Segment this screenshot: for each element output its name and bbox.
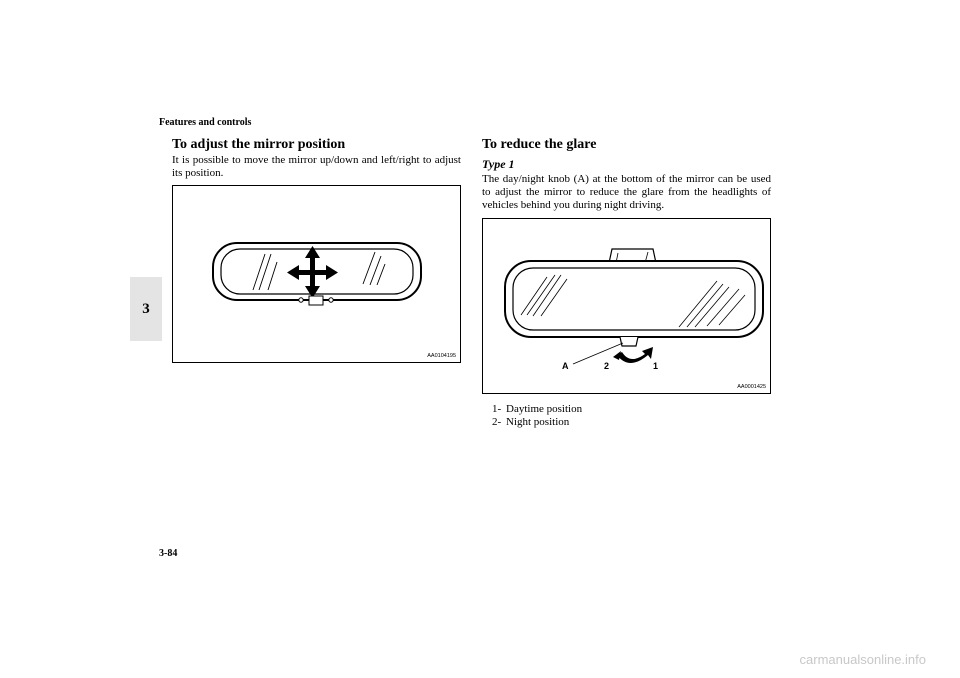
legend-number: 2- bbox=[492, 416, 502, 428]
type-subtitle: Type 1 bbox=[482, 157, 515, 171]
label-a: A bbox=[562, 361, 569, 371]
section-title-reduce-glare: To reduce the glare bbox=[482, 137, 597, 152]
legend-text: Night position bbox=[506, 416, 570, 428]
day-night-mirror-illustration bbox=[483, 219, 770, 393]
legend-item bbox=[492, 416, 582, 429]
figure-code: AA0001425 bbox=[737, 384, 766, 390]
adjust-mirror-text: It is possible to move the mirror up/down and left/right to adjust its position. bbox=[172, 154, 461, 179]
mirror-adjust-illustration bbox=[173, 186, 460, 362]
label-1: 1 bbox=[653, 361, 659, 371]
page-number: 3-84 bbox=[159, 548, 178, 559]
rotation-arrow-icon bbox=[613, 347, 653, 363]
day-night-knob bbox=[620, 337, 638, 346]
mirror-adjust-figure bbox=[172, 185, 461, 363]
legend-text: Daytime position bbox=[506, 403, 583, 415]
section-header: Features and controls bbox=[159, 117, 252, 128]
chapter-tab: 3 bbox=[130, 277, 162, 341]
figure-code: AA0104195 bbox=[427, 353, 456, 359]
day-night-knob-figure bbox=[482, 218, 771, 394]
legend-number: 1- bbox=[492, 403, 502, 415]
reduce-glare-text: The day/night knob (A) at the bottom of the mirror can be used to adjust the mirror to reduce the glare from the headlights of vehicles behind you during night driving. bbox=[482, 173, 771, 211]
watermark: carmanualsonline.info bbox=[799, 652, 926, 667]
label-2: 2 bbox=[604, 361, 610, 371]
knob-leader-line bbox=[573, 343, 623, 364]
legend-item bbox=[492, 403, 582, 416]
mirror-frame bbox=[505, 261, 763, 337]
section-title-adjust-mirror: To adjust the mirror position bbox=[172, 137, 346, 152]
figure-legend bbox=[492, 403, 582, 429]
